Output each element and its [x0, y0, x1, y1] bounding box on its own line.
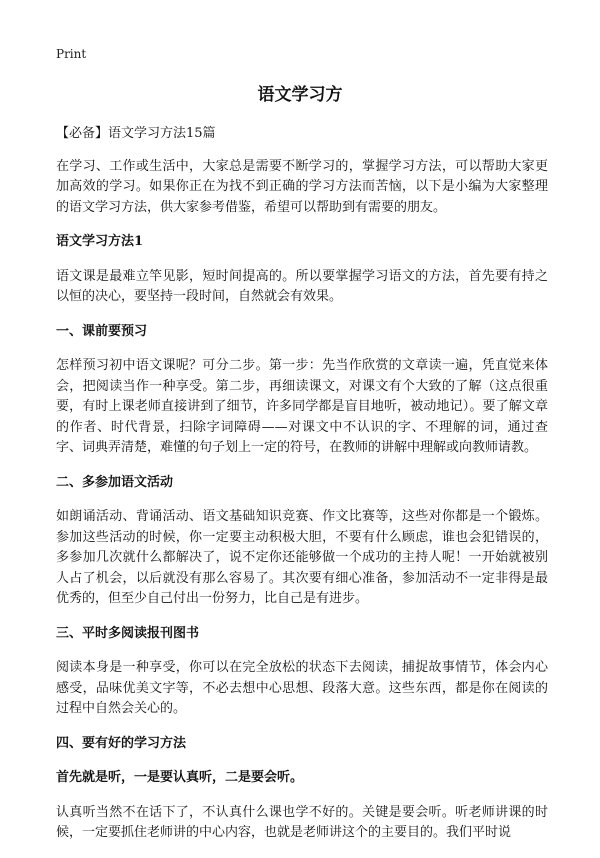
heading-preview: 一、课前要预习 [56, 323, 148, 339]
heading-reading: 三、平时多阅读报刊图书 [56, 625, 200, 641]
print-link[interactable]: Print [56, 47, 87, 61]
intro-paragraph: 在学习、工作或生活中，大家总是需要不断学习的，掌握学习方法，可以帮助大家更加高效的学习。如果你正在为找不到正确的学习方法而苦恼，以下是小编为大家整理的语文学习方法，供大家参考借鉴，希望可以帮助到有需要的朋友。 [56, 158, 548, 215]
document-body [56, 124, 548, 858]
heading-activities: 二、多参加语文活动 [56, 474, 174, 490]
heading-methods: 四、要有好的学习方法 [56, 735, 187, 751]
paragraph-preview: 怎样预习初中语文课呢？可分二步。第一步：先当作欣赏的文章读一遍，凭直觉来体会，把阅读当作一种享受。第二步，再细读课文，对课文有个大致的了解（这点很重要，有时上课老师直接讲到了细节，许多同学都是盲目地听，被动地记）。要了解文章的作者、时代背景，扫除字词障碍——对课文中不认识的字、不理解的词，通过查字、词典弄清楚，难懂的句子划上一定的符号，在教师的讲解中理解或向教师请教。 [56, 358, 548, 455]
method-listening-heading: 首先就是听，一是要认真听，二是要会听。 [56, 770, 304, 785]
document-subtitle: 【必备】语文学习方法15篇 [56, 126, 216, 141]
paragraph-listening: 认真听当然不在话下了，不认真什么课也学不好的。关键是要会听。听老师讲课的时候，一定要抓住老师讲的中心内容，也就是老师讲这个的主要目的。我们平时说 [56, 804, 548, 840]
section-title: 语文学习方法1 [56, 234, 144, 249]
page-title: 语文学习方 [257, 85, 343, 105]
paragraph-reading: 阅读本身是一种享受，你可以在完全放松的状态下去阅读，捕捉故事情节，体会内心感受，品味优美文字等，不必去想中心思想、段落大意。这些东西，都是你在阅读的过程中自然会关心的。 [56, 660, 548, 716]
paragraph-activities: 如朗诵活动、背诵活动、语文基础知识竞赛、作文比赛等，这些对你都是一个锻炼。参加这些活动的时候，你一定要主动积极大胆，不要有什么顾虑，谁也会犯错误的，多参加几次就什么都解决了，说不定你还能够做一个成功的主持人呢！一开始就被别人占了机会，以后就没有那么容易了。其次要有细心准备，参加活动不一定非得是最优秀的，但至少自己付出一份努力，比自己是有进步。 [56, 509, 548, 606]
section-intro-paragraph: 语文课是最难立竿见影，短时间提高的。所以要掌握学习语文的方法，首先要有持之以恒的决心，要坚持一段时间，自然就会有效果。 [56, 268, 548, 304]
